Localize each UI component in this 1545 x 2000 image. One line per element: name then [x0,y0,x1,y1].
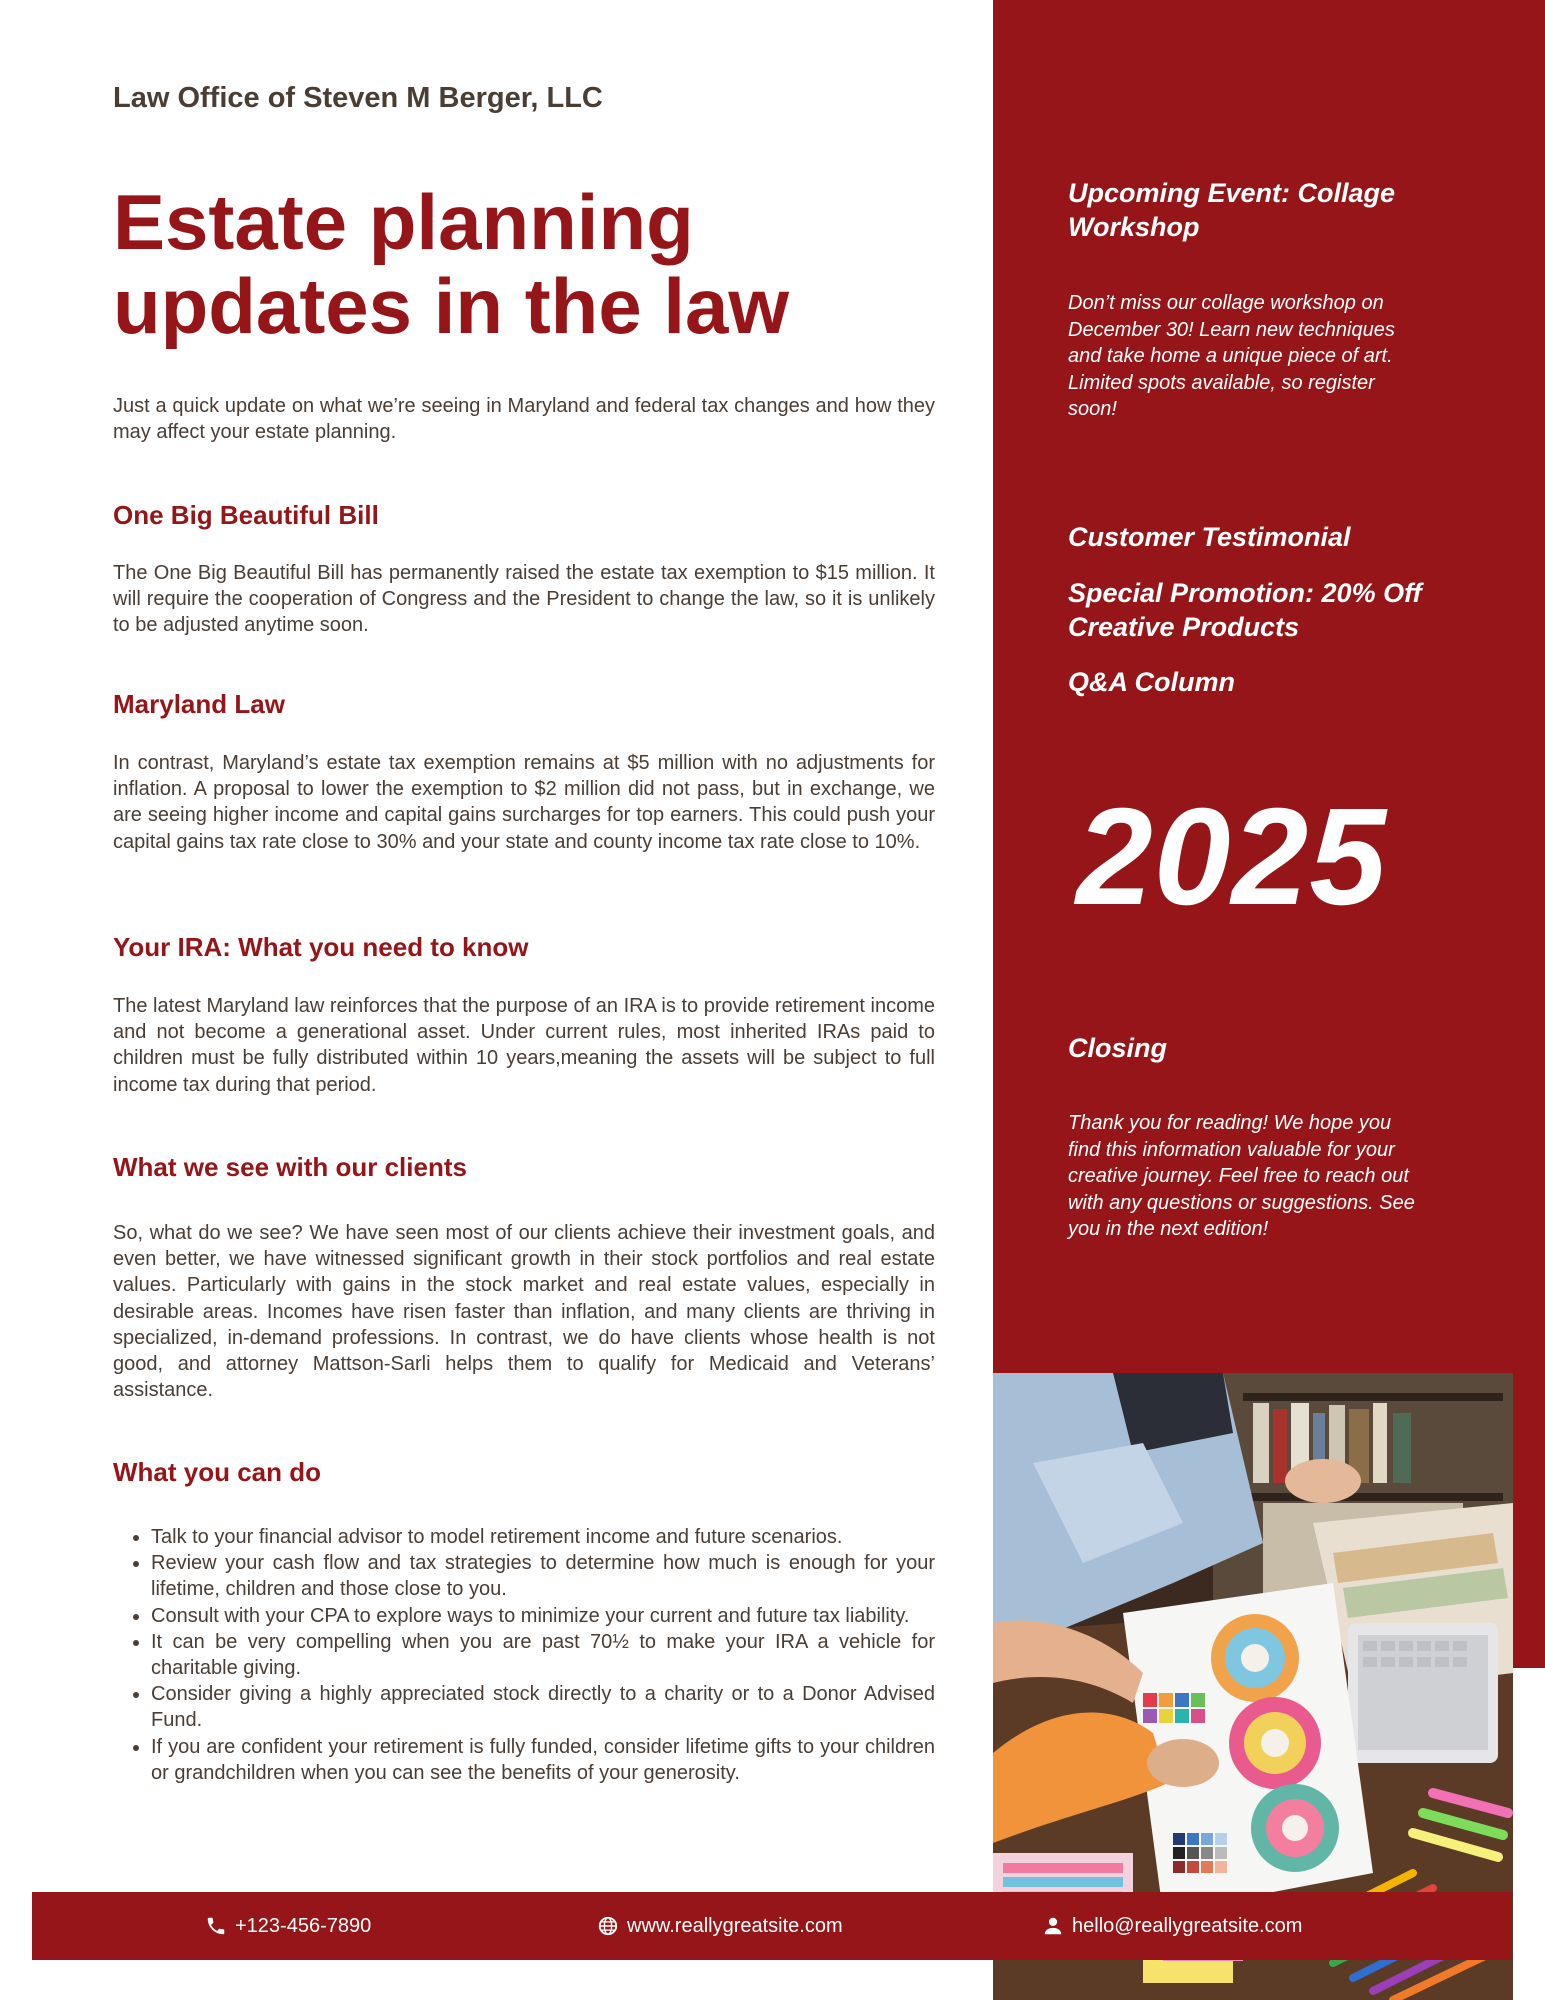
section-heading-actions: What you can do [113,1457,321,1487]
footer-phone[interactable] [205,1892,371,1960]
qa-heading: Q&A Column [1068,667,1235,697]
footer-bar [32,1892,1512,1960]
list-item: • Consider giving a highly appreciated stock directly to a charity or to a Donor Advised Fund. [151,1681,935,1733]
list-item: • It can be very compelling when you are past 70½ to make your IRA a vehicle for charitable giving. [151,1629,935,1681]
phone-text: +123-456-7890 [235,1914,372,1937]
section-body-clients: So, what do we see? We have seen most of our clients achieve their investment goals, and even better, we have witnessed significant growth in their stock portfolios and real estate values. Particularly with gains in the stock market and real estate values, especially in desirable areas. Incomes have risen faster than inflation, and many clients are thriving in specialized, in-demand professions. In contrast, we do have clients whose health is not good, and attorney Mattson-Sarli helps them to qualify for Medicaid and Veterans’ assistance. [113,1222,935,1402]
testimonial-heading: Customer Testimonial [1068,522,1351,552]
footer-website[interactable] [597,1892,843,1960]
title-line-1: Estate planning [113,178,694,266]
email-text: hello@reallygreatsite.com [1072,1914,1303,1937]
firm-name: Law Office of Steven M Berger, LLC [113,82,603,114]
section-heading-maryland: Maryland Law [113,689,285,719]
list-item: • Consult with your CPA to explore ways to minimize your current and future tax liability. [151,1603,935,1629]
title-line-2: updates in the law [113,262,790,350]
list-item: • If you are confident your retirement is fully funded, consider lifetime gifts to your children or grandchildren when you can see the benefits of your generosity. [151,1734,935,1786]
section-heading-bill: One Big Beautiful Bill [113,500,379,530]
closing-heading: Closing [1068,1033,1167,1063]
section-heading-ira: Your IRA: What you need to know [113,932,529,962]
list-item: • Review your cash flow and tax strategies to determine how much is enough for your lifetime, children and those close to you. [151,1550,935,1602]
footer-email[interactable] [1042,1892,1302,1960]
action-list [113,1524,935,1786]
intro-paragraph: Just a quick update on what we’re seeing in Maryland and federal tax changes and how they may affect your estate planning. [113,395,935,443]
page-title [113,180,973,348]
list-item: • Talk to your financial advisor to model retirement income and future scenarios. [151,1524,935,1550]
section-body-bill: The One Big Beautiful Bill has permanently raised the estate tax exemption to $15 million. It will require the cooperation of Congress and the President to change the law, so it is unlikely to be adjusted anytime soon. [113,562,935,637]
user-icon [1042,1915,1064,1937]
globe-icon [597,1915,619,1937]
section-heading-clients: What we see with our clients [113,1152,467,1182]
website-text: www.reallygreatsite.com [627,1914,843,1937]
event-heading: Upcoming Event: Collage Workshop [1068,178,1396,242]
event-body: Don’t miss our collage workshop on December 30! Learn new techniques and take home a unique piece of art. Limited spots available, so register soon! [1068,292,1395,420]
year-display: 2025 [1076,780,1387,934]
section-body-maryland: In contrast, Maryland’s estate tax exemption remains at $5 million with no adjustments for inflation. A proposal to lower the exemption to $2 million did not pass, but in exchange, we are seeing higher income and capital gains surcharges for top earners. This could push your capital gains tax rate close to 30% and your state and county income tax rate close to 10%. [113,752,935,853]
section-body-ira: The latest Maryland law reinforces that the purpose of an IRA is to provide retirement income and not become a generational asset. Under current rules, most inherited IRAs paid to children must be fully distributed within 10 years,meaning the assets will be subject to full income tax during that period. [113,995,935,1096]
promotion-heading: Special Promotion: 20% Off Creative Products [1068,578,1422,642]
closing-body: Thank you for reading! We hope you find this information valuable for your creative journey. Feel free to reach out with any questions or suggestions. See you in the next edition! [1068,1112,1415,1240]
phone-icon [205,1915,227,1937]
